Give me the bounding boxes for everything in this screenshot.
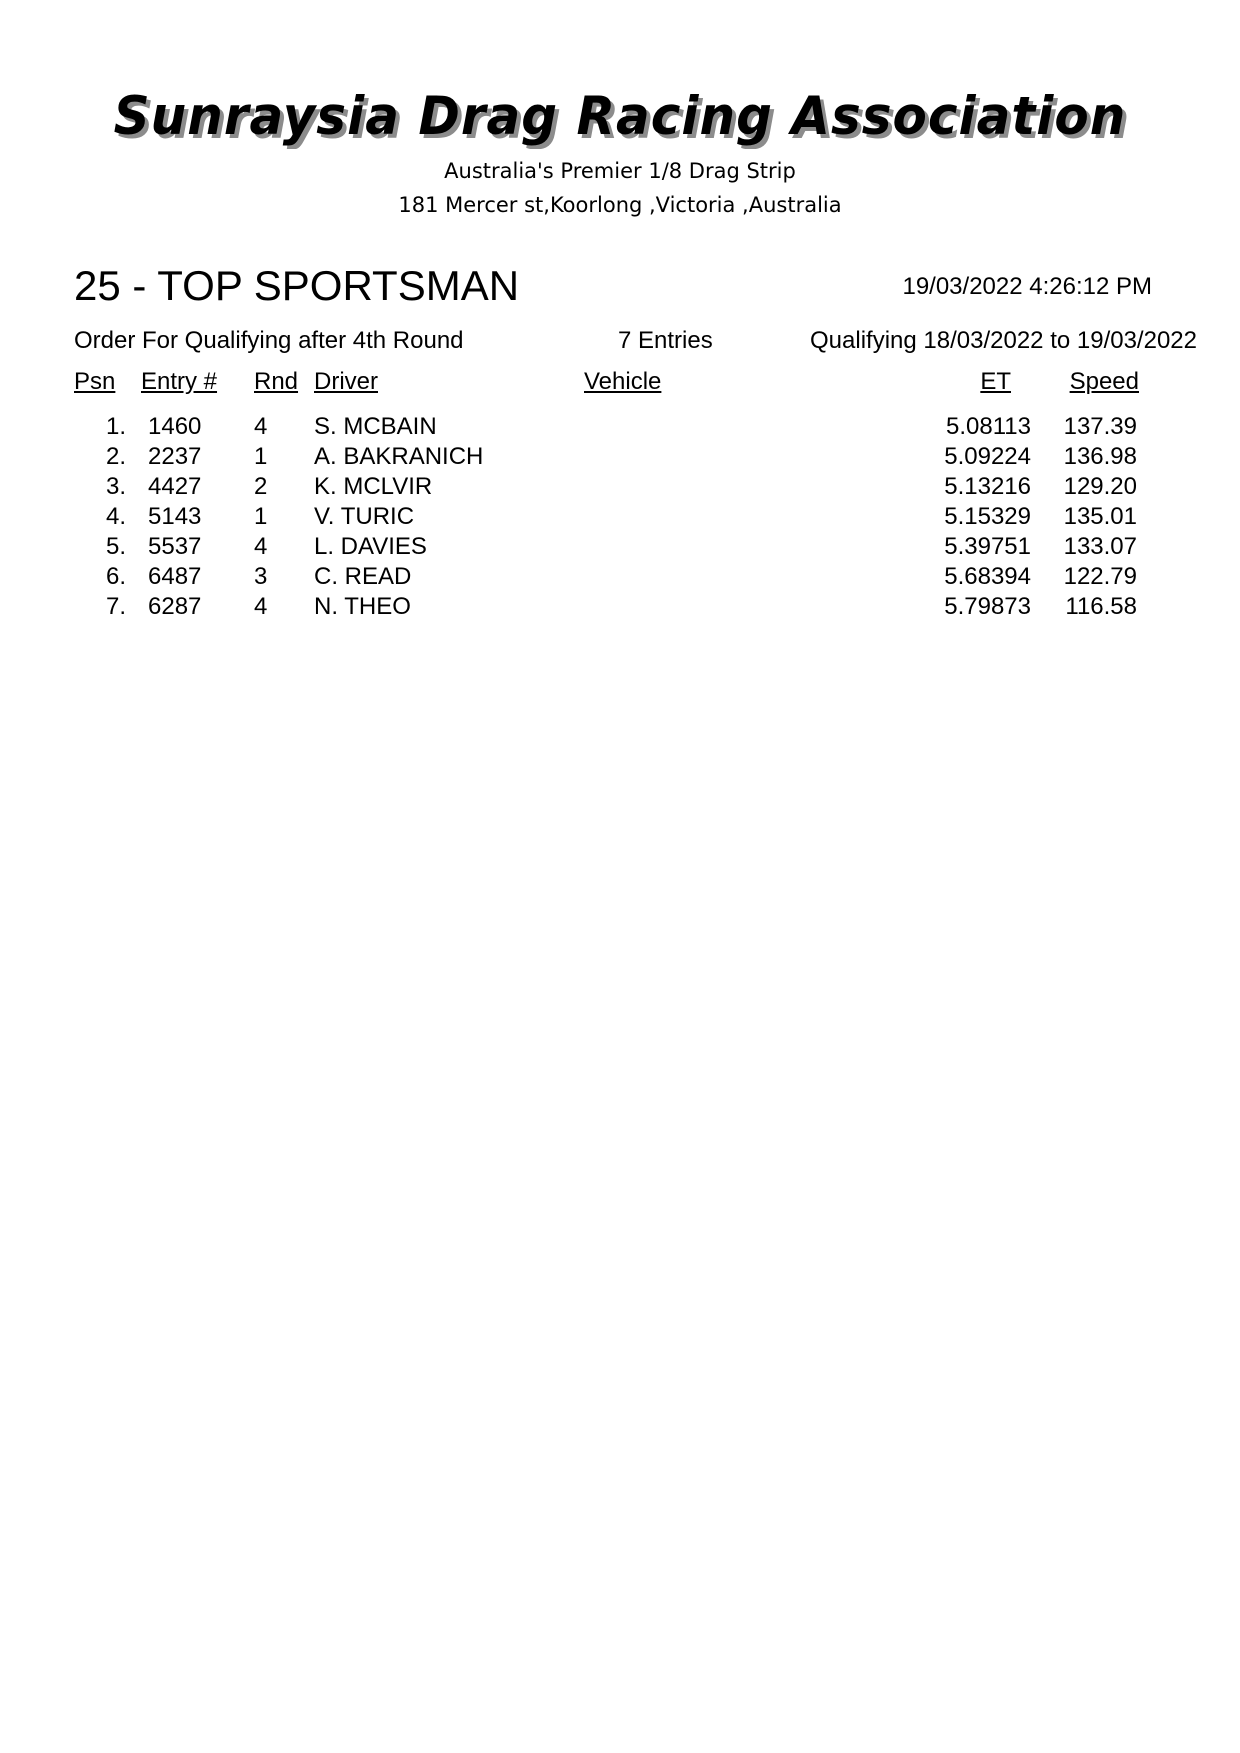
column-header-speed: Speed <box>1069 368 1139 395</box>
et-cell: 5.79873 <box>944 593 1031 620</box>
speed-cell: 135.01 <box>1063 503 1137 530</box>
entry-number-cell: 5537 <box>148 533 202 560</box>
table-row <box>0 562 1240 592</box>
qualifying-order-label: Order For Qualifying after 4th Round <box>74 327 464 354</box>
table-row <box>0 412 1240 442</box>
column-header-driver: Driver <box>314 368 378 395</box>
column-header-rnd: Rnd <box>254 368 299 395</box>
entries-count: 7 Entries <box>618 327 713 354</box>
et-cell: 5.08113 <box>946 413 1031 440</box>
entry-number-cell: 1460 <box>148 413 202 440</box>
table-row <box>0 592 1240 622</box>
entry-number-cell: 6287 <box>148 593 202 620</box>
round-cell: 4 <box>254 593 268 620</box>
association-tagline: Australia's Premier 1/8 Drag Strip <box>444 159 796 183</box>
speed-cell: 133.07 <box>1063 533 1137 560</box>
association-address: 181 Mercer st,Koorlong ,Victoria ,Australia <box>398 193 842 217</box>
table-row <box>0 502 1240 532</box>
round-cell: 3 <box>254 563 268 590</box>
table-row <box>0 472 1240 502</box>
round-cell: 1 <box>254 443 268 470</box>
class-title: 25 - TOP SPORTSMAN <box>74 262 520 309</box>
entry-number-cell: 6487 <box>148 563 202 590</box>
entry-number-cell: 5143 <box>148 503 202 530</box>
column-header-entry: Entry # <box>141 368 218 395</box>
table-row <box>0 532 1240 562</box>
et-cell: 5.13216 <box>944 473 1031 500</box>
driver-cell: C. READ <box>314 563 412 590</box>
speed-cell: 129.20 <box>1063 473 1137 500</box>
association-logo: Sunraysia Drag Racing Association <box>113 85 1127 147</box>
position-cell: 4. <box>105 503 126 530</box>
column-header-psn: Psn <box>74 368 116 395</box>
position-cell: 3. <box>105 473 126 500</box>
driver-cell: S. MCBAIN <box>314 413 437 440</box>
qualifying-date-range: Qualifying 18/03/2022 to 19/03/2022 <box>810 327 1197 354</box>
driver-cell: N. THEO <box>314 593 411 620</box>
position-cell: 5. <box>105 533 126 560</box>
speed-cell: 137.39 <box>1063 413 1137 440</box>
speed-cell: 136.98 <box>1063 443 1137 470</box>
round-cell: 1 <box>254 503 268 530</box>
position-cell: 7. <box>105 593 126 620</box>
et-cell: 5.39751 <box>944 533 1031 560</box>
driver-cell: K. MCLVIR <box>314 473 433 500</box>
round-cell: 4 <box>254 533 268 560</box>
driver-cell: V. TURIC <box>314 503 415 530</box>
position-cell: 6. <box>105 563 126 590</box>
entry-number-cell: 2237 <box>148 443 202 470</box>
table-row <box>0 442 1240 472</box>
speed-cell: 116.58 <box>1065 593 1137 620</box>
position-cell: 1. <box>105 413 126 440</box>
round-cell: 4 <box>254 413 268 440</box>
report-timestamp: 19/03/2022 4:26:12 PM <box>902 273 1152 300</box>
driver-cell: A. BAKRANICH <box>314 443 484 470</box>
round-cell: 2 <box>254 473 268 500</box>
position-cell: 2. <box>105 443 126 470</box>
column-header-vehicle: Vehicle <box>584 368 662 395</box>
et-cell: 5.09224 <box>944 443 1031 470</box>
entry-number-cell: 4427 <box>148 473 202 500</box>
et-cell: 5.68394 <box>944 563 1031 590</box>
speed-cell: 122.79 <box>1063 563 1137 590</box>
driver-cell: L. DAVIES <box>314 533 427 560</box>
column-header-et: ET <box>980 368 1011 395</box>
et-cell: 5.15329 <box>944 503 1031 530</box>
